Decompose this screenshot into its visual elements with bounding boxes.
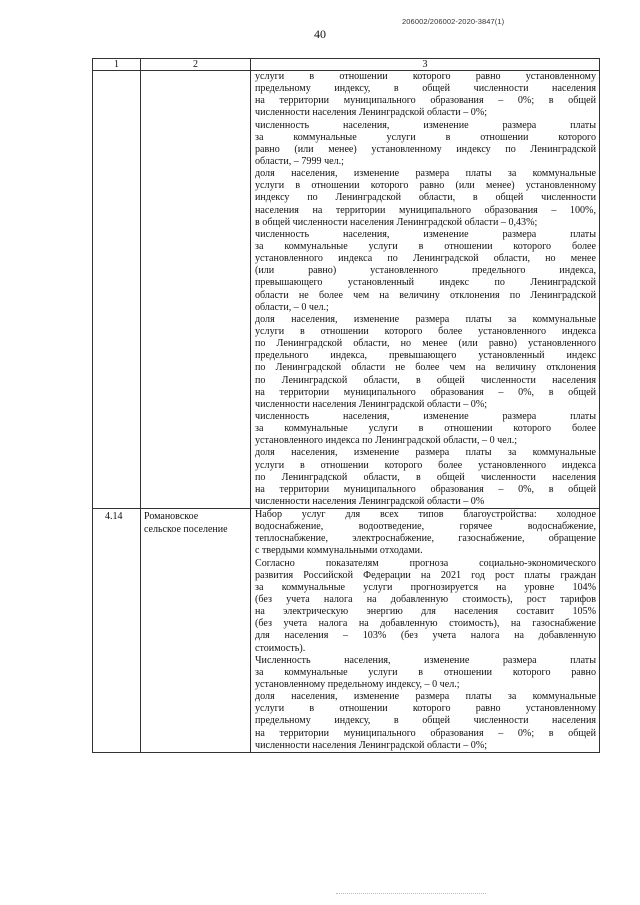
row-number: [93, 71, 141, 509]
header-col-3: 3: [251, 59, 600, 71]
text-line: предельному индексу, в общей численности населения: [255, 83, 596, 95]
scan-footer-mark: [336, 893, 486, 896]
municipality-name: [141, 509, 251, 753]
header-col-1: 1: [93, 59, 141, 71]
text-line: услуги в отношении которого более установленного индекса: [255, 459, 596, 471]
header-col-2: 2: [141, 59, 251, 71]
table-row: [93, 509, 600, 753]
text-line: по Ленинградской области, но менее (или равно) установленного: [255, 338, 596, 350]
text-line: за коммунальные услуги в отношении которого равно: [255, 666, 596, 678]
row-text-lines: [255, 71, 596, 508]
row-text-lines: [255, 509, 596, 752]
text-line: численности населения Ленинградской области – 0%;: [255, 107, 488, 119]
text-line: с твердыми коммунальными отходами.: [255, 545, 423, 557]
text-line: за коммунальные услуги прогнозируется на уровне 104%: [255, 581, 596, 593]
text-line: численность населения, изменение размера платы: [255, 119, 596, 131]
municipality-name-line: сельское поселение: [144, 523, 228, 535]
text-line: на территории муниципального образования – 0%, в общей: [255, 483, 596, 495]
text-line: (или равно) установленного предельного индекса,: [255, 265, 596, 277]
text-line: области, – 7999 чел.;: [255, 155, 344, 167]
text-line: на территории муниципального образования – 0%; в общей: [255, 95, 596, 107]
page-number: 40: [314, 27, 326, 41]
row-description: [251, 71, 600, 509]
text-line: водоснабжение, водоотведение, горячее водоснабжение,: [255, 521, 596, 533]
text-line: предельного индекса, превышающего установленный индекс: [255, 350, 596, 362]
text-line: по Ленинградской области не более чем на величину отклонения: [255, 362, 596, 374]
text-line: (без учета налога на добавленную стоимость), рост тарифов: [255, 594, 596, 606]
text-line: доля населения, изменение размера платы за коммунальные: [255, 313, 596, 325]
text-line: по Ленинградской области, в общей численности населения: [255, 374, 596, 386]
text-line: за коммунальные услуги в отношении которого: [255, 131, 596, 143]
row-description: [251, 509, 600, 753]
text-line: по Ленинградской области, в общей численности населения: [255, 471, 596, 483]
text-line: услуги в отношении которого равно установленному: [255, 71, 596, 82]
text-line: (без учета налога на добавленную стоимость), на газоснабжение: [255, 618, 596, 630]
text-line: предельному индексу, в общей численности населения: [255, 715, 596, 727]
text-line: в общей численности населения Ленинградской области – 0,43%;: [255, 216, 538, 228]
text-line: услуги в отношении которого равно (или менее) установленному: [255, 180, 596, 192]
text-line: установленного индекса по Ленинградской области, – 0 чел.;: [255, 435, 518, 447]
text-line: доля населения, изменение размера платы за коммунальные: [255, 447, 596, 459]
text-line: численности населения Ленинградской области – 0%: [255, 495, 485, 507]
text-line: услуги в отношении которого равно установленному: [255, 703, 596, 715]
text-line: на территории муниципального образования – 0%, в общей: [255, 386, 596, 398]
text-line: численность населения, изменение размера платы: [255, 410, 596, 422]
table-header-row: [93, 59, 600, 71]
text-line: населения на территории муниципального образования – 100%,: [255, 204, 596, 216]
text-line: численности населения Ленинградской области – 0%;: [255, 739, 488, 751]
text-line: индексу по Ленинградской области, в общей численности: [255, 192, 596, 204]
text-line: услуги в отношении которого более установленного индекса: [255, 325, 596, 337]
text-line: на территории муниципального образования – 0%; в общей: [255, 727, 596, 739]
municipality-name-line: Романовское: [144, 511, 199, 523]
data-table: [92, 58, 600, 753]
table-row: [93, 71, 600, 509]
text-line: превышающего установленный индекс по Ленинградской: [255, 277, 596, 289]
text-line: теплоснабжение, электроснабжение, газоснабжение, обращение: [255, 533, 596, 545]
text-line: области, – 0 чел.;: [255, 301, 329, 313]
text-line: стоимость).: [255, 642, 306, 654]
municipality-name: [141, 71, 251, 509]
document-code: 206002/206002-2020-3847(1): [402, 17, 505, 26]
text-line: численности населения Ленинградской области – 0%;: [255, 398, 488, 410]
text-line: на электрическую энергию для населения составит 105%: [255, 606, 596, 618]
text-line: доля населения, изменение размера платы за коммунальные: [255, 691, 596, 703]
row-number: 4.14: [93, 509, 141, 753]
text-line: за коммунальные услуги в отношении которого более: [255, 240, 596, 252]
text-line: численность населения, изменение размера платы: [255, 228, 596, 240]
text-line: Согласно показателям прогноза социально-экономического: [255, 557, 596, 569]
text-line: для населения – 103% (без учета налога на добавленную: [255, 630, 596, 642]
text-line: доля населения, изменение размера платы за коммунальные: [255, 168, 596, 180]
text-line: Численность населения, изменение размера платы: [255, 654, 596, 666]
text-line: области не более чем на величину отклонения по Ленинградской: [255, 289, 596, 301]
text-line: установленному предельному индексу, – 0 чел.;: [255, 679, 460, 691]
text-line: установленного индекса по Ленинградской области, но менее: [255, 253, 596, 265]
text-line: за коммунальные услуги в отношении которого более: [255, 423, 596, 435]
text-line: Набор услуг для всех типов благоустройства: холодное: [255, 509, 596, 521]
text-line: развития Российской Федерации на 2021 год рост платы граждан: [255, 569, 596, 581]
text-line: равно (или менее) установленному индексу по Ленинградской: [255, 143, 596, 155]
